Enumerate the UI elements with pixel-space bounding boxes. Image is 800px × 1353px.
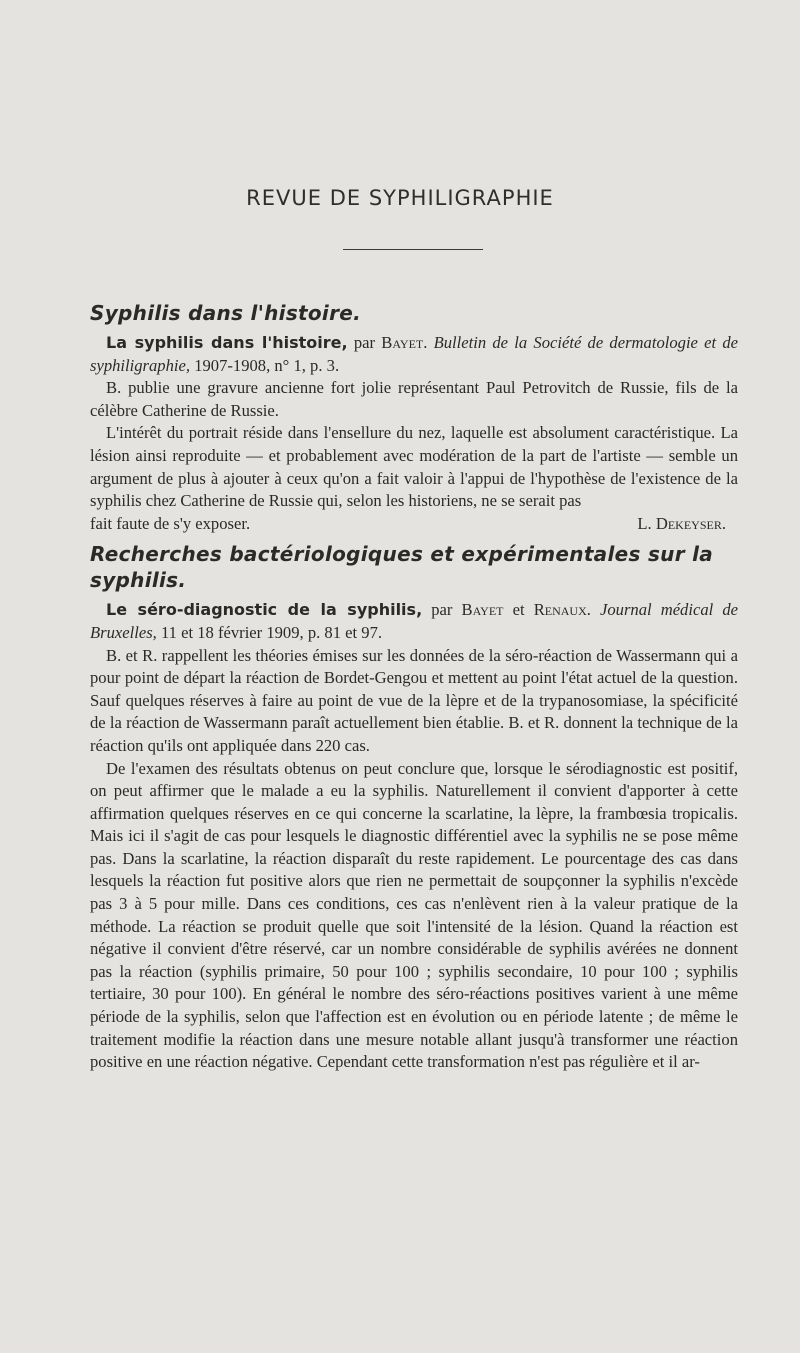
article-author-2: Renaux.: [533, 600, 591, 620]
article-title: Le séro-diagnostic de la syphilis,: [106, 600, 423, 620]
article-by: par: [353, 333, 376, 352]
article-reference: 1907-1908, n° 1, p. 3.: [194, 355, 340, 375]
page-content: [90, 300, 738, 1074]
article-heading: [90, 599, 738, 644]
signature: L. Dekeyser.: [637, 513, 726, 533]
article-and: et: [512, 600, 525, 620]
article-author: Bayet.: [381, 333, 428, 352]
article-author: Bayet: [461, 600, 504, 620]
article-heading: [90, 332, 738, 377]
running-head: REVUE DE SYPHILIGRAPHIE: [246, 186, 554, 210]
article-by: par: [431, 600, 453, 620]
paragraph: L'intérêt du portrait réside dans l'ensellure du nez, laquelle est absolument caractéristique. La lésion ainsi reproduite — et probablement avec modération de la part de l'artiste — semble un argument de plus à ajouter à ceux qu'on a fait valoir à l'appui de l'hypothèse de l'existence de la syphilis chez Catherine de Russie qui, selon les historiens, ne se serait pas: [90, 423, 738, 511]
header-rule: [343, 249, 483, 250]
article-reference: 11 et 18 février 1909, p. 81 et 97.: [160, 622, 383, 642]
article-journal: Bulletin de la Société de dermatologie et de syphiligraphie,: [90, 333, 739, 375]
paragraph: B. et R. rappellent les théories émises sur les données de la séro-réaction de Wassermann qui a pour point de départ la réaction de Bordet-Gengou et mettent au point l'état actuel de la question. Sauf quelques réserves à faire au point de vue de la lèpre et de la trypanosomiase, la spécificité de la réaction de Wassermann paraît actuellement bien établie. B. et R. donnent la technique de la réaction qu'ils ont appliquée dans 220 cas.: [90, 645, 738, 755]
article-journal: Journal médical de Bruxelles,: [90, 600, 738, 642]
paragraph-last-line: fait faute de s'y exposer.: [90, 513, 251, 533]
article-title: La syphilis dans l'histoire,: [106, 333, 348, 352]
section-title: Syphilis dans l'histoire.: [90, 301, 362, 325]
paragraph: De l'examen des résultats obtenus on peut conclure que, lorsque le sérodiagnostic est positif, on peut affirmer que le malade a eu la syphilis. Naturellement il convient d'apporter à cette affirmation quelques réserves en ce qui concerne la scarlatine, la lèpre, la frambœsia tropicalis. Mais ici il s'agit de cas pour lesquels le diagnostic différentiel avec la syphilis ne se pose même pas. Dans la scarlatine, la réaction disparaît du reste rapidement. Le pourcentage des cas dans lesquels la réaction fut positive alors que rien ne permettait de soupçonner la syphilis n'excède pas 3 à 5 pour mille. Dans ces conditions, ces cas n'enlèvent rien à la valeur pratique de la méthode. La réaction se produit quelle que soit l'intensité de la lésion. Quand la réaction est négative il convient d'être réservé, car un nombre considérable de syphilis avérées ne donnent pas la réaction (syphilis primaire, 50 pour 100 ; syphilis secondaire, 10 pour 100 ; syphilis tertiaire, 30 pour 100). En général le nombre des séro-réactions positives varient à une même période de la syphilis, selon que l'affection est en évolution ou en période latente ; de même le traitement modifie la réaction dans une mesure notable allant jusqu'à transformer une réaction positive en une réaction négative. Cependant cette transformation n'est pas régulière et il ar-: [90, 758, 738, 1072]
section-title: Recherches bactériologiques et expérimentales sur la syphilis.: [90, 542, 714, 593]
paragraph: B. publie une gravure ancienne fort jolie représentant Paul Petrovitch de Russie, fils de la célèbre Catherine de Russie.: [90, 378, 738, 420]
signature-line: [90, 513, 738, 536]
